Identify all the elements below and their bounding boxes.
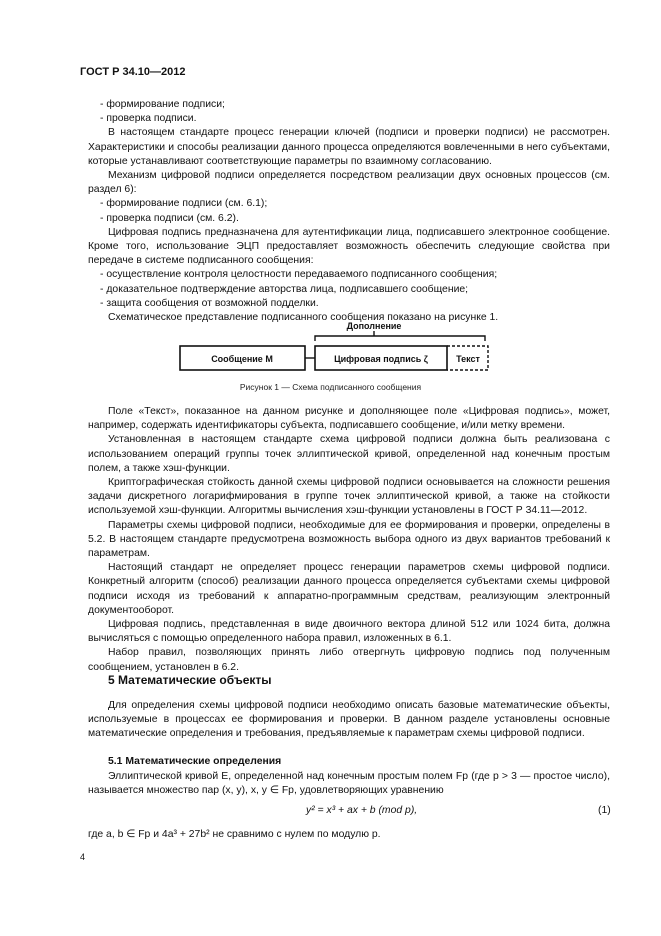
paragraph: Поле «Текст», показанное на данном рисунке и дополняющее поле «Цифровая подпись», может, например, содержать идентификаторы субъекта, подписавшего сообщение, и/или метку времени. <box>88 406 610 432</box>
paragraph: где a, b ∈ Fp и 4a³ + 27b² не сравнимо с нулем по модулю p. <box>88 829 381 840</box>
figure-caption: Рисунок 1 — Схема подписанного сообщения <box>239 382 422 392</box>
list-item: - доказательное подтверждение авторства лица, подписавшего сообщение; <box>100 283 469 295</box>
message-box-label: Сообщение M <box>211 354 273 364</box>
paragraph: В настоящем стандарте процесс генерации ключей (подписи и проверки подписи) не рассмотрен. Характеристики и способы реализации данного процесса определяются вовлеченными в него субъектами, которые устанавливают соответствующие параметры по взаимному согласованию. <box>88 127 610 167</box>
intro-text-block <box>88 98 610 325</box>
definition-block <box>88 770 610 798</box>
equation-row <box>0 805 661 819</box>
page-number: 4 <box>80 852 86 862</box>
paragraph: Параметры схемы цифровой подписи, необходимые для ее формирования и проверки, определены в 5.2. В настоящем стандарте предусмотрена возможность выбора одного из двух вариантов требований к параметрам. <box>88 519 610 560</box>
signature-box-label: Цифровая подпись ζ <box>334 354 428 364</box>
paragraph: Цифровая подпись предназначена для аутентификации лица, подписавшего электронное сообщение. Кроме того, использование ЭЦП предоставляет возможность обеспечить следующие свойства при передаче в системе подписанного сообщения: <box>88 226 610 267</box>
paragraph: Схематическое представление подписанного сообщения показано на рисунке 1. <box>108 312 499 324</box>
subsection-heading: 5.1 Математические определения <box>108 756 282 767</box>
paragraph: Установленная в настоящем стандарте схема цифровой подписи должна быть реализована с использованием операций группы точек эллиптической кривой, определенной над конечным простым полем, а также хэш-функции. <box>88 434 610 474</box>
equation-number: (1) <box>598 805 611 816</box>
paragraph: Эллиптической кривой E, определенной над конечным простым полем Fp (где p > 3 — простое число), называется множество пар (x, y), x, y ∈ Fp, удовлетворяющих уравнению <box>88 771 610 797</box>
section-heading: 5 Математические объекты <box>108 673 272 687</box>
list-item: - формирование подписи; <box>100 99 225 110</box>
list-item: - формирование подписи (см. 6.1); <box>100 198 268 210</box>
list-item: - защита сообщения от возможной подделки. <box>100 297 319 309</box>
paragraph: Криптографическая стойкость данной схемы цифровой подписи основывается на сложности решения задачи дискретного логарифмирования в группе точек эллиптической кривой, а также на стойкости используемой хэш-функции. Алгоритмы вычисления хэш-функции установлены в ГОСТ Р 34.11—2012. <box>88 477 610 517</box>
description-text-block <box>88 405 610 675</box>
section-intro-block <box>88 699 610 742</box>
paragraph: Механизм цифровой подписи определяется посредством реализации двух основных процессов (см. раздел 6): <box>88 170 610 196</box>
equation: y² = x³ + ax + b (mod p), <box>306 805 418 816</box>
addition-bracket <box>315 336 485 341</box>
text-box-label: Текст <box>456 354 480 364</box>
paragraph: Набор правил, позволяющих принять либо отвергнуть цифровую подпись под полученным сообщением, установлен в 6.2. <box>88 647 610 673</box>
paragraph: Настоящий стандарт не определяет процесс генерации параметров схемы цифровой подписи. Конкретный алгоритм (способ) реализации данного процесса определяется субъектами схемы цифровой подписи исходя из требований к аппаратно-программным средствам, реализующим электронный документооборот. <box>88 562 610 616</box>
paragraph: Для определения схемы цифровой подписи необходимо описать базовые математические объекты, используемые в процессах ее формирования и проверки. В данном разделе установлены основные математические определения и требования, предъявляемые к параметрам схемы цифровой подписи. <box>88 700 610 740</box>
document-header: ГОСТ Р 34.10—2012 <box>80 66 186 78</box>
list-item: - осуществление контроля целостности передаваемого подписанного сообщения; <box>100 269 498 281</box>
condition-block <box>88 828 610 842</box>
list-item: - проверка подписи (см. 6.2). <box>100 212 239 224</box>
list-item: - проверка подписи. <box>100 113 197 125</box>
signed-message-diagram <box>170 316 490 382</box>
paragraph: Цифровая подпись, представленная в виде двоичного вектора длиной 512 или 1024 бита, должна вычисляться с помощью определенного набора правил, изложенных в 6.1. <box>88 619 610 645</box>
addition-label: Дополнение <box>346 321 402 331</box>
